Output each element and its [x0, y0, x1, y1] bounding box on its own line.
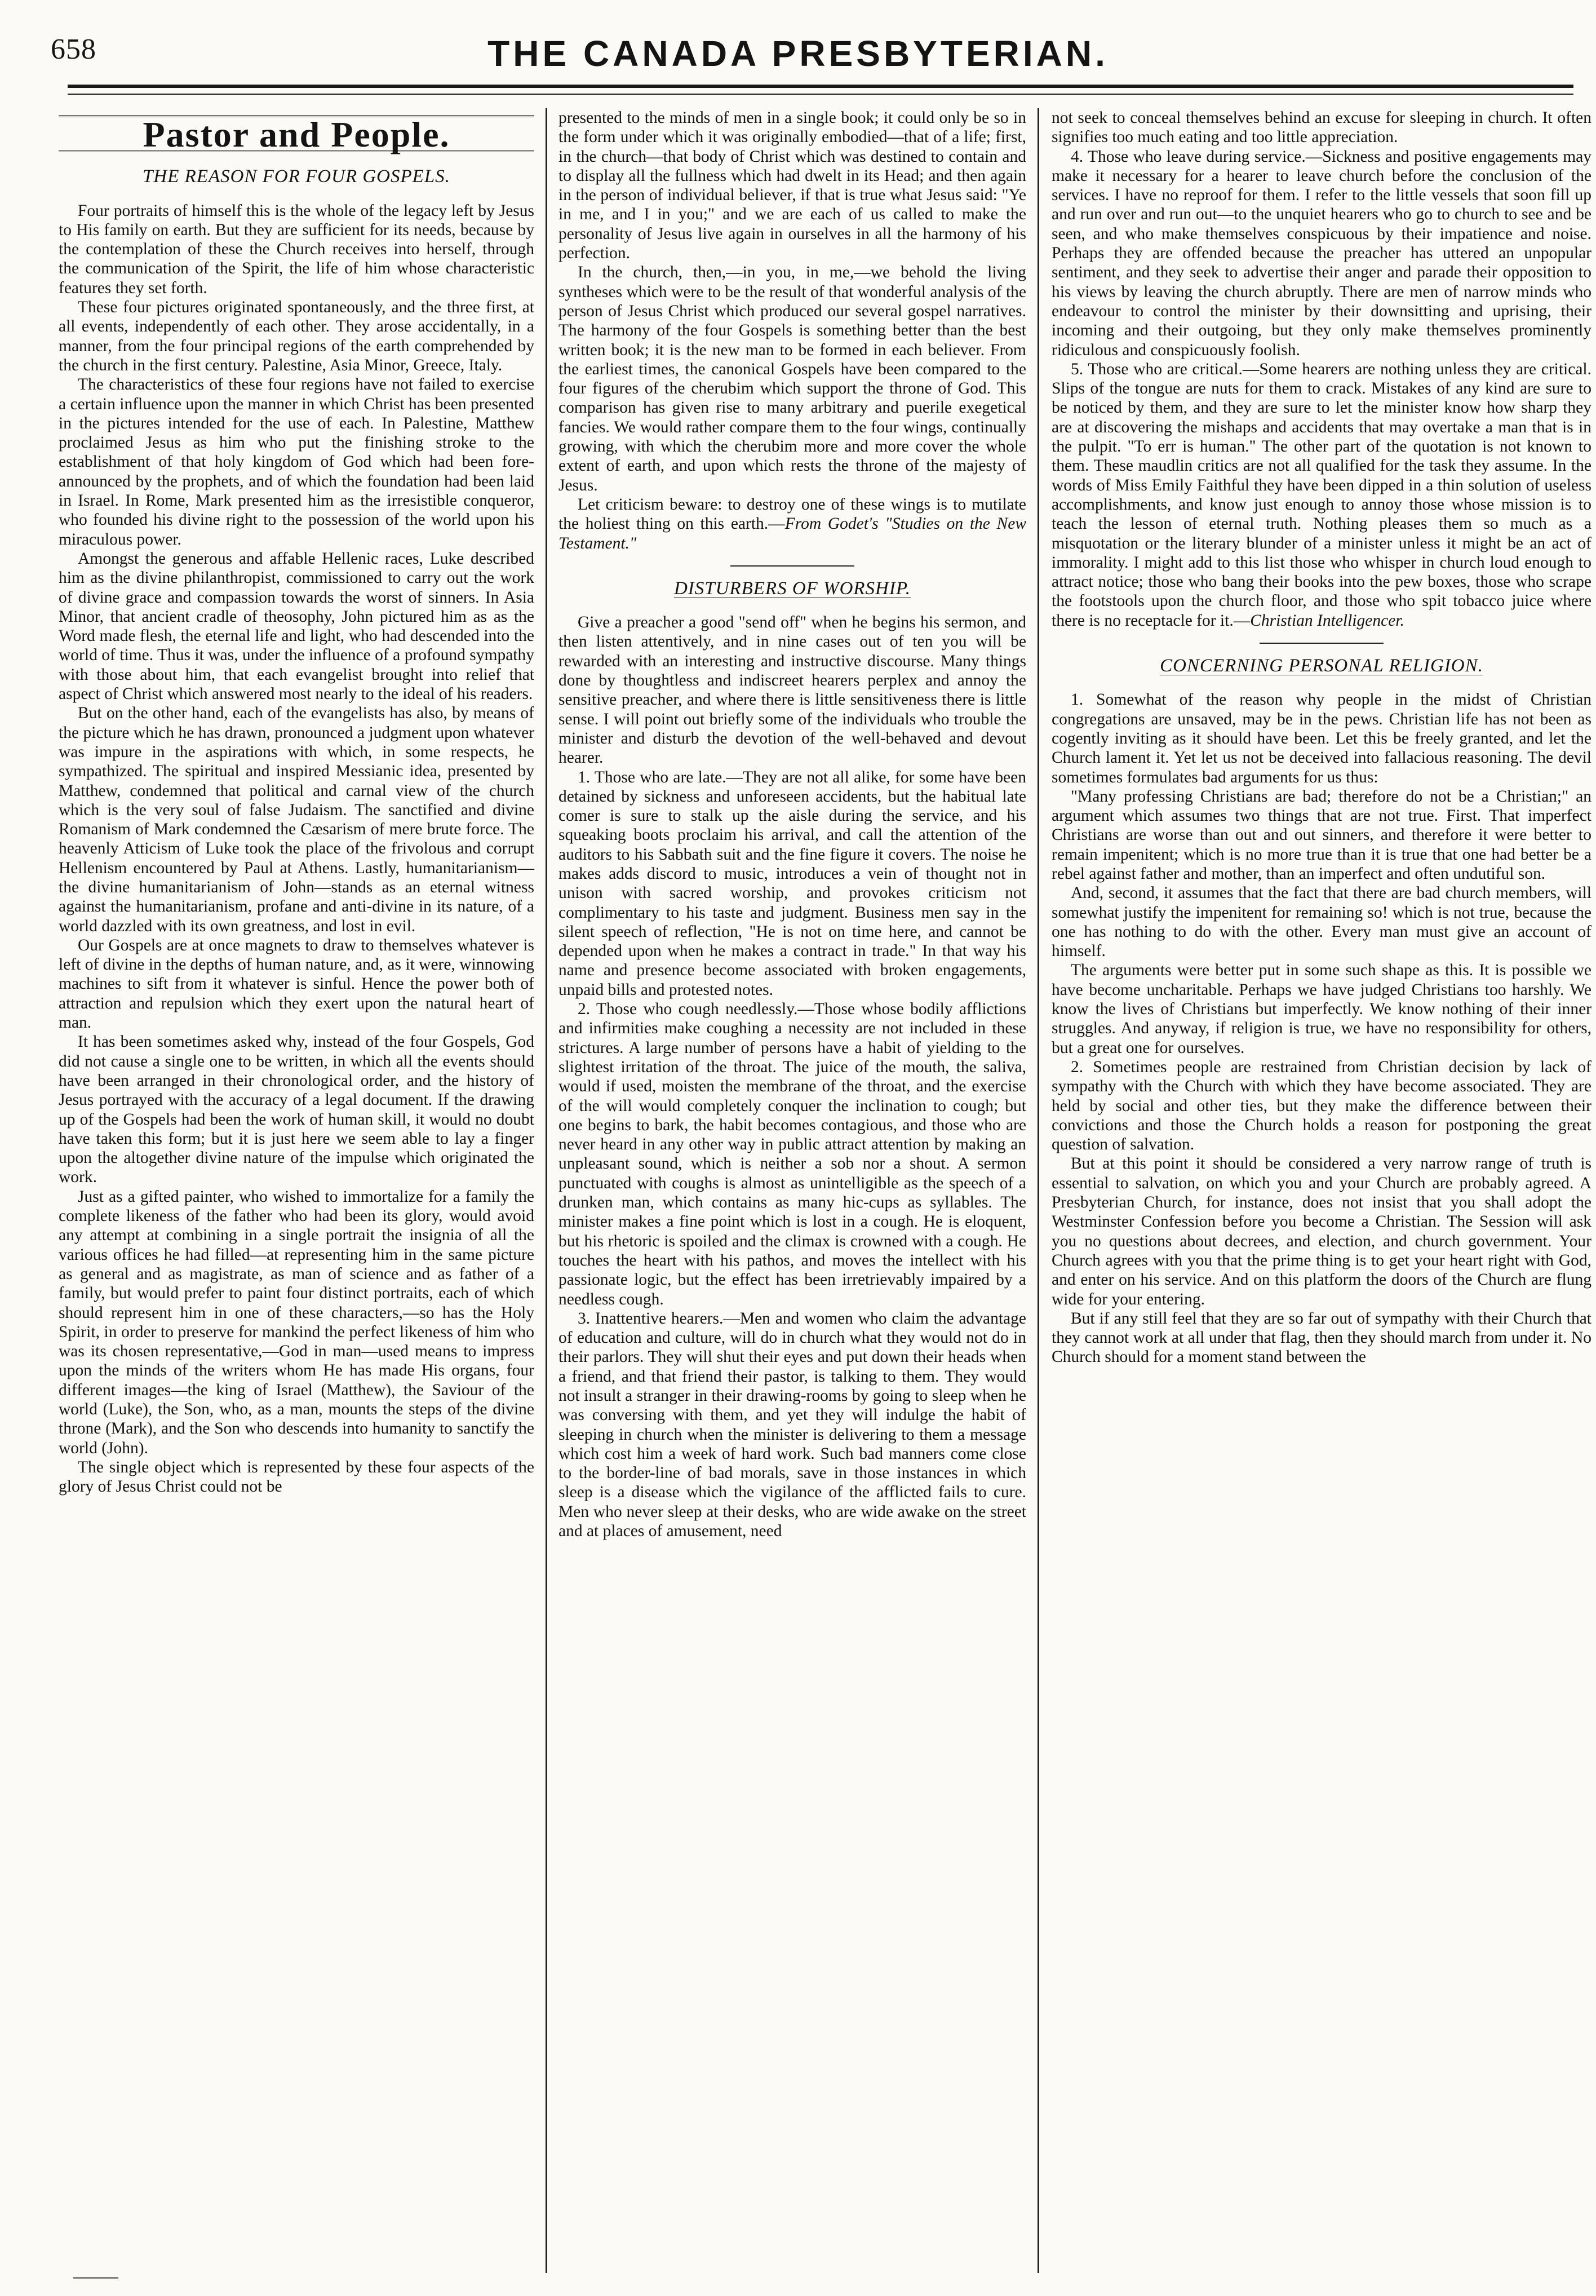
paragraph: The characteristics of these four regions have not failed to exercise a certain influence upon the manner in which Christ has been presented in the pictures intended for the use of each. In Palestine, Matthew proclaimed Jesus as him who put the finishing stroke to the establishment of that holy kingdom of God which had been fore-announced by the prophets, and of which the foundation had been laid in Israel. In Rome, Mark presented him as the irresistible conqueror, who founded his divine right to the possession of the world upon his miraculous power.: [59, 375, 534, 548]
paragraph: Just as a gifted painter, who wished to immortalize for a family the complete likeness of the father who had been its glory, would avoid any attempt at combining in a single portrait the insignia of all the various offices he had filled—at representing him in the same picture as general and as magistrate, as man of science and as father of a family, but would prefer to paint four distinct portraits, each of which should represent him in one of these characters,—so has the Holy Spirit, in order to preserve for mankind the perfect likeness of him who was its chosen representative,—God in man—used means to impress upon the minds of the writers whom He has made His organs, four different images—the king of Israel (Matthew), the Saviour of the world (Luke), the Son, who, as a man, mounts the steps of the divine throne (Mark), and the Son who descends into humanity to sanctify the world (John).: [59, 1187, 534, 1457]
article-credit: From Godet's "Studies on the New Testament.": [558, 515, 1026, 552]
paragraph: The arguments were better put in some such shape as this. It is possible we have become uncharitable. Perhaps we have judged Christians too harshly. We know the lives of Christians but imperfectly. We know nothing of their inner struggles. And anyway, if religion is true, we have no responsibility for others, but a great one for ourselves.: [1052, 961, 1591, 1057]
paragraph: 3. Inattentive hearers.—Men and women who claim the advantage of education and culture, will do in church what they would not do in their parlors. They will shut their eyes and put down their heads when a friend, and that friend their pastor, is talking to them. They would not insult a stranger in their drawing-rooms by going to sleep when he was conversing with them, and yet they will indulge the habit of sleeping in church when the minister is delivering to them a message which cost him a week of hard work. Such bad manners come close to the border-line of bad morals, save in those instances in which sleep is a disease which the vigilance of the afflicted fails to cure. Men who never sleep at their desks, who are wide awake on the street and at places of amusement, need: [558, 1309, 1026, 1541]
article-title-text: CONCERNING PERSONAL RELIGION.: [1160, 656, 1483, 676]
paragraph: But if any still feel that they are so far out of sympathy with their Church that they cannot work at all under that flag, then they should march from under it. No Church should for a moment stand between the: [1052, 1309, 1591, 1366]
article-divider: [730, 565, 854, 567]
paragraph: Our Gospels are at once magnets to draw to themselves whatever is left of divine in the depths of human nature, and, as it were, winnowing machines to sift from it whatever is sinful. Hence the power both of attraction and repulsion which they exert upon the natural heart of man.: [59, 936, 534, 1032]
paragraph: And, second, it assumes that the fact that there are bad church members, will somewhat justify the impenitent for remaining so! which is not true, because the one has nothing to do with the other. Every man must give an account of himself.: [1052, 884, 1591, 961]
paragraph: 4. Those who leave during service.—Sickness and positive engagements may make it necessary for a hearer to leave church before the conclusion of the services. I have no reproof for them. I refer to the little vessels that soon fill up and run over and run out—to the unquiet hearers who go to church to see and be seen, and who make themselves conspicuous by their impatience and noise. Perhaps they are offended because the preacher has uttered an unpopular sentiment, and they seek to advertise their anger and parade their opposition to his views by leaving the church abruptly. There are men of narrow minds who endeavour to control the minister by their downsitting and uprising, their incoming and their outgoing, but they only make themselves prominently ridiculous and conspicuously foolish.: [1052, 147, 1591, 359]
paragraph: But on the other hand, each of the evangelists has also, by means of the picture which he has drawn, pronounced a judgment upon whatever was impure in the aspirations with which, in some respects, he sympathized. The spiritual and inspired Messianic idea, presented by Matthew, condemned that political and carnal view of the church which is the very soul of false Judaism. The sanctified and divine Romanism of Mark condemned the Cæsarism of mere brute force. The heavenly Atticism of Luke took the place of the frivolous and corrupt Hellenism encountered by Paul at Athens. Lastly, humanitarianism—the divine humanitarianism of John—stands as an eternal witness against the humanitarianism, profane and anti-divine in its nature, of a world dazzled with its own greatness, and lost in evil.: [59, 704, 534, 935]
column-3: [1039, 108, 1591, 2273]
running-head: [51, 33, 1545, 83]
column-1: [59, 108, 546, 2273]
paragraph: Amongst the generous and affable Hellenic races, Luke described him as the divine philanthropist, commissioned to carry out the work of divine grace and compassion towards the worst of sinners. In Asia Minor, that ancient cradle of theosophy, John pictured him as as the Word made flesh, the eternal life and light, who had descended into the world of time. Thus it was, under the influence of a profound sympathy with those about him, that each evangelist brought into relief that aspect of Christ which answered most nearly to the ideal of his readers.: [59, 549, 534, 704]
paragraph: Give a preacher a good "send off" when he begins his sermon, and then listen attentively, and in nine cases out of ten you will be rewarded with an interesting and instructive discourse. Many things done by thoughtless and indiscreet hearers perplex and annoy the sensitive preacher, and where there is little sensitiveness there is little sense. I will point out briefly some of the individuals who trouble the minister and disturb the devotion of the well-behaved and devout hearer.: [558, 613, 1026, 767]
paragraph: These four pictures originated spontaneously, and the three first, at all events, independently of each other. They arose accidentally, in a manner, from the four principal regions of the earth comprehended by the church in the first century. Palestine, Asia Minor, Greece, Italy.: [59, 298, 534, 374]
paragraph: But at this point it should be considered a very narrow range of truth is essential to salvation, on which you and your Church are probably agreed. A Presbyterian Church, for instance, does not insist that you shall adopt the Westminster Confession before you become a Christian. The Session will ask you no questions about decrees, and election, and church government. Your Church agrees with you that the prime thing is to get your heart right with God, and enter on his service. And on this platform the doors of the Church are flung wide for your entering.: [1052, 1154, 1591, 1308]
column-2: [546, 108, 1039, 2273]
paragraph-text: Let criticism beware: to destroy one of these wings is to mutilate the holiest thing on this earth.—: [558, 495, 1026, 533]
paragraph: [558, 495, 1026, 553]
paragraph: Four portraits of himself this is the whole of the legacy left by Jesus to His family on earth. But they are sufficient for its needs, because by the contemplation of these the Church receives into herself, through the communication of the Spirit, the life of him whose characteristic features they set forth.: [59, 201, 534, 297]
article-title-personal-religion: [1052, 656, 1591, 675]
paragraph: The single object which is represented by these four aspects of the glory of Jesus Christ could not be: [59, 1458, 534, 1496]
article-credit: Christian Intelligencer.: [1250, 611, 1404, 630]
article-title-four-gospels: THE REASON FOR FOUR GOSPELS.: [143, 166, 450, 187]
paragraph: "Many professing Christians are bad; therefore do not be a Christian;" an argument which assumes two things that are not true. First. That imperfect Christians are worse than out and out sinners, and therefore it were better to remain impenitent; which is no more true than it is true that one had better be a rebel against father and mother, than an imperfect and often undutiful son.: [1052, 787, 1591, 883]
page-number: 658: [51, 33, 96, 65]
paragraph: [1052, 360, 1591, 630]
paragraph-continued: presented to the minds of men in a single book; it could only be so in the form under which it was originally embodied—that of a life; first, in the church—that body of Christ which was destined to contain and to display all the fullness which had dwelt in its Head; and then again in the person of individual believer, if that is true what Jesus said: "Ye in me, and I in you;" and we are each of us called to make the personality of Jesus live again in ourselves in all the harmony of his perfection.: [558, 109, 1026, 263]
journal-title: THE CANADA PRESBYTERIAN.: [487, 33, 1109, 74]
paragraph: It has been sometimes asked why, instead of the four Gospels, God did not cause a single one to be written, in which all the events should have been arranged in their chronological order, and the history of Jesus portrayed with the accuracy of a legal document. If the drawing up of the Gospels had been the work of human skill, it would no doubt have taken this form; but it is just here we seem able to lay a finger upon the altogether divine nature of the impulse which originated the work.: [59, 1033, 534, 1187]
bottom-mark: [73, 2277, 118, 2279]
paragraph: 2. Those who cough needlessly.—Those whose bodily afflictions and infirmities make coughing a necessity are not included in these strictures. A large number of persons have a habit of yielding to the slightest irritation of the throat. The juice of the mouth, the saliva, would if used, moisten the membrane of the throat, and the exercise of the will would completely conquer the inclination to cough; but one begins to bark, the habit becomes contagious, and those who are never heard in any other way in public attract attention by making an unpleasant sound, which is neither a sob nor a shout. A sermon punctuated with coughs is almost as unintelligible as the speech of a drunken man, which contains as many hic-cups as syllables. The minister makes a fine point which is lost in a cough. He is eloquent, but his rhetoric is spoiled and the climax is crowned with a cough. He touches the heart with his pathos, and moves the intellect with his passionate logic, but the effect has been irretrievably impaired by a needless cough.: [558, 1000, 1026, 1308]
header-rule-thick: [68, 85, 1573, 88]
article-title-disturbers: [558, 579, 1026, 598]
article-title-text: DISTURBERS OF WORSHIP.: [673, 578, 911, 599]
header-rule-thin: [68, 94, 1573, 95]
paragraph: In the church, then,—in you, in me,—we behold the living syntheses which were to be the result of that wonderful analysis of the person of Jesus Christ which produced our several gospel narratives. The harmony of the four Gospels is something better than the best written book; it is the new man to be formed in each believer. From the earliest times, the canonical Gospels have been compared to the four figures of the cherubim which support the throne of God. This comparison has given rise to many arbitrary and puerile exegetical fancies. We would rather compare them to the four wings, continually growing, with which the cherubim more and more cover the whole extent of earth, and upon which rests the throne of the majesty of Jesus.: [558, 263, 1026, 494]
section-banner: Pastor and People.: [59, 115, 534, 152]
paragraph: 1. Those who are late.—They are not all alike, for some have been detained by sickness and unforeseen accidents, but the habitual late comer is sure to stalk up the aisle during the service, and his squeaking boots proclaim his arrival, and call the attention of the auditors to his Sabbath suit and the fine figure it covers. The noise he makes adds discord to music, introduces a vein of thought not in unison with sacred worship, and provokes criticism not complimentary to his taste and judgment. Business men say in the silent speech of reflection, "He is not on time here, and cannot be depended upon when he makes a contract in trade." In that way his name and presence become associated with broken engagements, unpaid bills and protested notes.: [558, 768, 1026, 999]
paragraph: 2. Sometimes people are restrained from Christian decision by lack of sympathy with the Church with which they have become associated. They are held by social and other ties, but they make the difference between their convictions and those the Church holds a reason for postponing the great question of salvation.: [1052, 1058, 1591, 1154]
article-divider: [1260, 643, 1384, 644]
paragraph: 1. Somewhat of the reason why people in the midst of Christian congregations are unsaved, may be in the pews. Christian life has not been as cogently inviting as it should have been. Let this be freely granted, and let the Church lament it. Yet let us not be deceived into fallacious reasoning. The devil sometimes formulates bad arguments for us thus:: [1052, 691, 1591, 786]
paragraph-text: 5. Those who are critical.—Some hearers are nothing unless they are critical. Slips of the tongue are nuts for them to crack. Mistakes of any kind are sure to be noticed by them, and they are sure to let the minister know how sharp they are at discovering the mishaps and accidents that may overtake a man that is in the pulpit. "To err is human." The other part of the quotation is not known to them. These maudlin critics are not all qualified for the task they assume. In the words of Miss Emily Faithful they have been dipped in a thin solution of useless accomplishments, and know just enough to annoy those whose mission is to teach the lesson of eternal truth. Nothing pleases them so much as a misquotation or the literary blunder of a minister unless it might be an act of immorality. I might add to this list those who whisper in church loud enough to attract notice; those who bang their books into the pew boxes, those who scrape the footstools upon the church floor, and those who spit tobacco juice where there is no receptacle for it.—: [1052, 360, 1591, 630]
paragraph-continued: not seek to conceal themselves behind an excuse for sleeping in church. It often signifies too much eating and too little appreciation.: [1052, 109, 1591, 147]
text-columns: [59, 108, 1591, 2273]
